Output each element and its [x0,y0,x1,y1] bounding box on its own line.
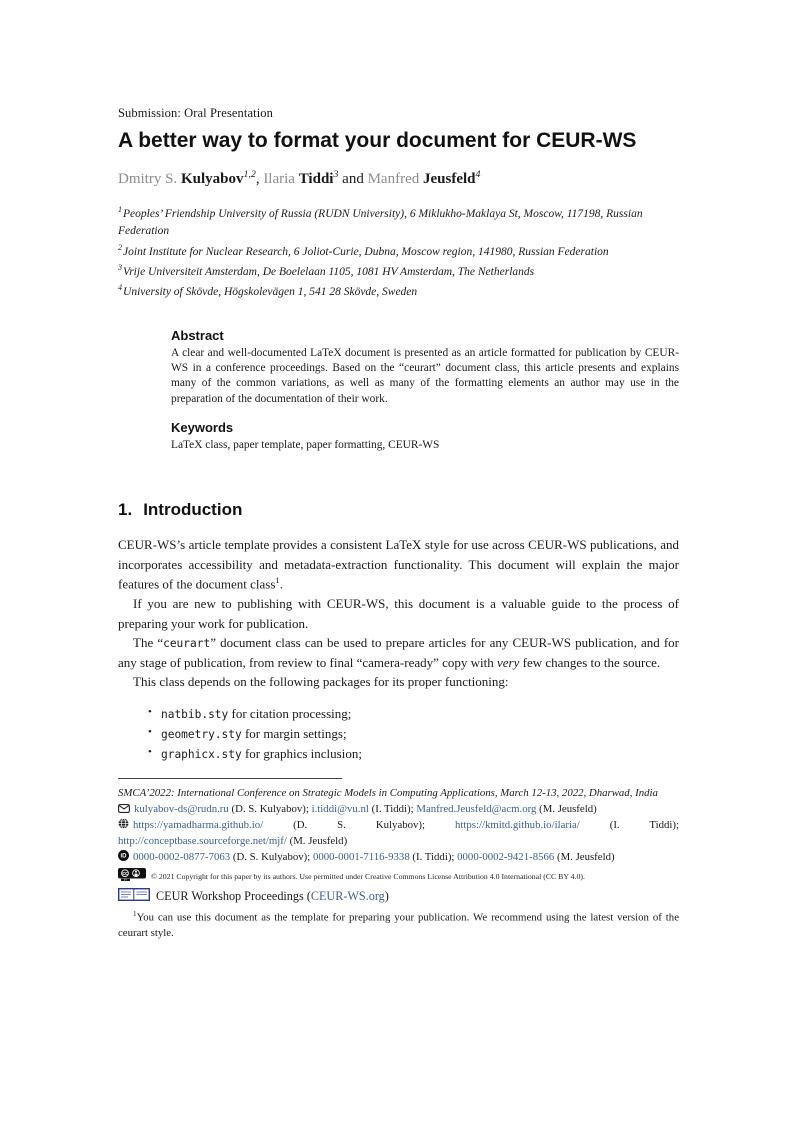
websites-text [118,819,679,847]
svg-text:iD: iD [120,853,127,860]
text-run: very [497,654,520,670]
text-run: CEUR Workshop Proceedings ( [156,889,311,904]
link[interactable]: Manfred.Jeusfeld@acm.org [416,802,537,815]
text-run: (D. S. Kulyabov); [230,850,313,863]
affiliation-text: Joint Institute for Nuclear Research, 6 Joliot-Curie, Dubna, Moscow region, 141980, Russian Federation [123,245,609,258]
orcids-line [118,850,679,866]
link[interactable]: https://kmitd.github.io/ilaria/ [455,818,580,831]
envelope-icon [118,803,130,818]
text-run: (D. S. Kulyabov); [263,818,455,831]
link[interactable]: 0000-0001-7116-9338 [312,850,410,863]
list-item [148,724,679,744]
text-run: Ilaria [263,171,295,188]
text-run: 1,2 [243,169,256,181]
conference-note: SMCA’2022: International Conference on Strategic Models in Computing Applications, March 12-13, 2022, Dharwad, India [118,787,658,800]
text-run: The “ [133,635,164,651]
globe-icon [118,818,129,834]
text-run: , [255,171,264,188]
text-run: and [338,171,368,188]
text-run: . [279,576,283,592]
text-run: 4 [475,169,481,181]
footnote-1 [118,909,679,941]
text-run: (I. Tiddi); [368,802,417,815]
text-run: 3 [333,169,339,181]
affiliation-mark: 2 [118,242,123,252]
emails-line [118,802,679,818]
affiliation-text: University of Skövde, Högskolevägen 1, 541 28 Skövde, Sweden [123,285,418,298]
footnote-mark: 1 [133,909,137,918]
footnote-text: You can use this document as the template for preparing your publication. We recommend using the latest version of the ceurart style. [118,911,679,939]
text-run: (I. Tiddi); [409,850,458,863]
intro-paragraph-4 [118,672,679,692]
page-content [118,106,679,941]
orcids-text [133,851,615,863]
link[interactable]: i.tiddi@vu.nl [311,802,369,815]
abstract-text: A clear and well-documented LaTeX document is presented as an article formatted for publication by CEUR-WS in a conference proceedings. Based on the “ceurart” document class, this article presents and explains many of the common variations, as well as many of the formatting elements an author may use in the preparation of the documentation of their work. [171,346,679,405]
affiliation-1 [118,204,679,240]
text-run: ) [384,889,389,904]
text-run: (D. S. Kulyabov); [228,802,312,815]
package-name: natbib.sty [161,707,229,721]
text-run: (M. Jeusfeld) [536,802,597,815]
affiliation-text: Vrije Universiteit Amsterdam, De Boelelaan 1105, 1081 HV Amsterdam, The Netherlands [123,265,535,278]
text-run: ceurart [163,637,211,651]
svg-text:BY: BY [123,878,128,881]
affiliation-mark: 1 [118,205,123,215]
link[interactable]: https://yamadharma.github.io/ [133,818,264,831]
emails-text [134,803,597,815]
affiliation-4 [118,282,679,301]
keywords-block [171,420,679,453]
footnote-area [118,778,679,941]
text-run: Tiddi [298,171,334,188]
affiliation-3 [118,262,679,281]
list-item [148,744,679,764]
package-list [148,704,679,764]
text-run: Dmitry S. [118,171,178,188]
link[interactable]: 0000-0002-0877-7063 [133,850,231,863]
text-run: (M. Jeusfeld) [286,835,348,848]
intro-paragraph-3 [118,633,679,672]
abstract-block [171,328,679,453]
text-run: (I. Tiddi); [579,818,679,831]
cc-by-badge-icon [118,868,146,886]
intro-paragraph-1 [118,535,679,594]
copyright-text: © 2021 Copyright for this paper by its authors. Use permitted under Creative Commons License Attribution 4.0 International (CC BY 4.0). [151,872,585,882]
package-desc: for margin settings; [241,725,347,741]
link[interactable]: http://conceptbase.sourceforge.net/mjf/ [118,835,287,848]
text-run: Manfred [367,171,420,188]
text-run: If you are new to publishing with CEUR-WS, this document is a valuable guide to the process of preparing your work for publication. [118,596,679,631]
footnote-rule [118,778,342,779]
affiliations-block [118,204,679,301]
package-desc: for citation processing; [228,705,352,721]
ceur-ws-logo-icon [118,888,150,906]
text-run: Jeusfeld [422,171,476,188]
affiliation-2 [118,242,679,261]
affiliation-mark: 4 [118,282,123,292]
authors-line [118,169,679,188]
text-run: ” document class can be used to prepare articles for any CEUR-WS publication, and for any stage of publication, from review to final “camera-ready” copy with [118,635,680,670]
orcid-icon [118,850,129,866]
text-run: few changes to the source. [519,654,661,670]
submission-note: Submission: Oral Presentation [118,106,273,120]
link[interactable]: 0000-0002-9421-8566 [457,850,555,863]
websites-line [118,818,679,850]
copyright-line [118,868,679,886]
link[interactable]: kulyabov-ds@rudn.ru [134,802,229,815]
abstract-heading: Abstract [171,327,224,343]
ceur-line [118,888,679,906]
keywords-heading: Keywords [171,419,234,435]
link[interactable]: CEUR-WS.org [310,889,385,904]
affiliation-text: Peoples’ Friendship University of Russia (RUDN University), 6 Miklukho-Maklaya St, Moscow, 117198, Russian Federation [118,208,643,238]
text-run: 1 [275,575,280,586]
text-run: Kulyabov [180,171,244,188]
list-item [148,704,679,724]
ceur-text [156,889,389,904]
package-name: graphicx.sty [161,748,242,762]
paper-title: A better way to format your document for CEUR-WS [118,129,637,152]
text-run: This class depends on the following packages for its proper functioning: [133,674,509,690]
svg-text:cc: cc [122,871,128,878]
intro-paragraph-2 [118,594,679,633]
section-heading-introduction [118,500,679,520]
text-run: CEUR-WS’s article template provides a consistent LaTeX style for use across CEUR-WS publications, and incorporates accessibility and metadata-extraction functionality. This document will explain the major features of the document class [118,537,679,592]
affiliation-mark: 3 [118,262,123,272]
section-title: Introduction [143,500,243,520]
text-run: (M. Jeusfeld) [554,850,615,863]
package-name: geometry.sty [161,727,242,741]
section-number: 1. [118,500,133,520]
package-desc: for graphics inclusion; [241,746,362,762]
keywords-text: LaTeX class, paper template, paper formatting, CEUR-WS [171,438,440,451]
